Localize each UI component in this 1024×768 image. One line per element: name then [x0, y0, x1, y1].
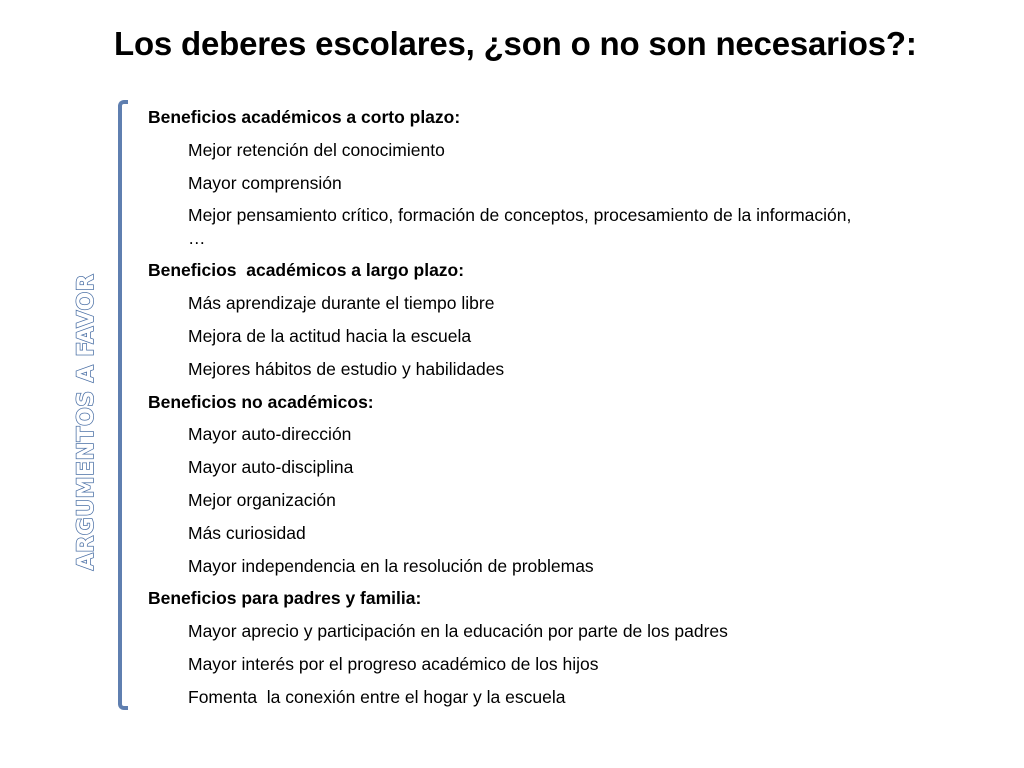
list-item: Mayor independencia en la resolución de problemas	[188, 555, 594, 576]
list-item: Más aprendizaje durante el tiempo libre	[188, 293, 495, 314]
item-list	[148, 615, 888, 713]
group-parents-family	[148, 582, 888, 713]
list-item: Mejor organización	[188, 489, 336, 510]
group-short-term	[148, 101, 888, 254]
side-label-container	[67, 252, 107, 592]
item-list	[148, 134, 888, 255]
list-item: Mayor comprensión	[188, 172, 342, 193]
list-item: Mejores hábitos de estudio y habilidades	[188, 358, 505, 379]
arguments-list	[148, 101, 888, 714]
list-item: Mayor aprecio y participación en la educación por parte de los padres	[188, 621, 728, 642]
list-item: Mayor auto-disciplina	[188, 457, 354, 478]
list-item: Mayor interés por el progreso académico de los hijos	[188, 653, 599, 674]
item-list	[148, 287, 888, 385]
list-item: Mejor retención del conocimiento	[188, 139, 445, 160]
group-heading: Beneficios para padres y familia:	[148, 588, 422, 609]
list-item: Más curiosidad	[188, 522, 306, 543]
group-heading: Beneficios no académicos:	[148, 391, 374, 412]
group-heading: Beneficios académicos a largo plazo:	[148, 260, 465, 281]
list-item: Mejor pensamiento crítico, formación de conceptos, procesamiento de la información, …	[188, 205, 852, 249]
side-label: ARGUMENTOS A FAVOR	[74, 273, 99, 571]
list-item: Mayor auto-dirección	[188, 424, 352, 445]
list-item: Mejora de la actitud hacia la escuela	[188, 325, 472, 346]
left-bracket	[118, 100, 128, 710]
slide-title: Los deberes escolares, ¿son o no son necesarios?:	[114, 25, 917, 62]
item-list	[148, 418, 888, 582]
group-heading: Beneficios académicos a corto plazo:	[148, 107, 461, 127]
group-long-term	[148, 254, 888, 385]
list-item: Fomenta la conexión entre el hogar y la escuela	[188, 686, 566, 707]
group-non-academic	[148, 386, 888, 583]
